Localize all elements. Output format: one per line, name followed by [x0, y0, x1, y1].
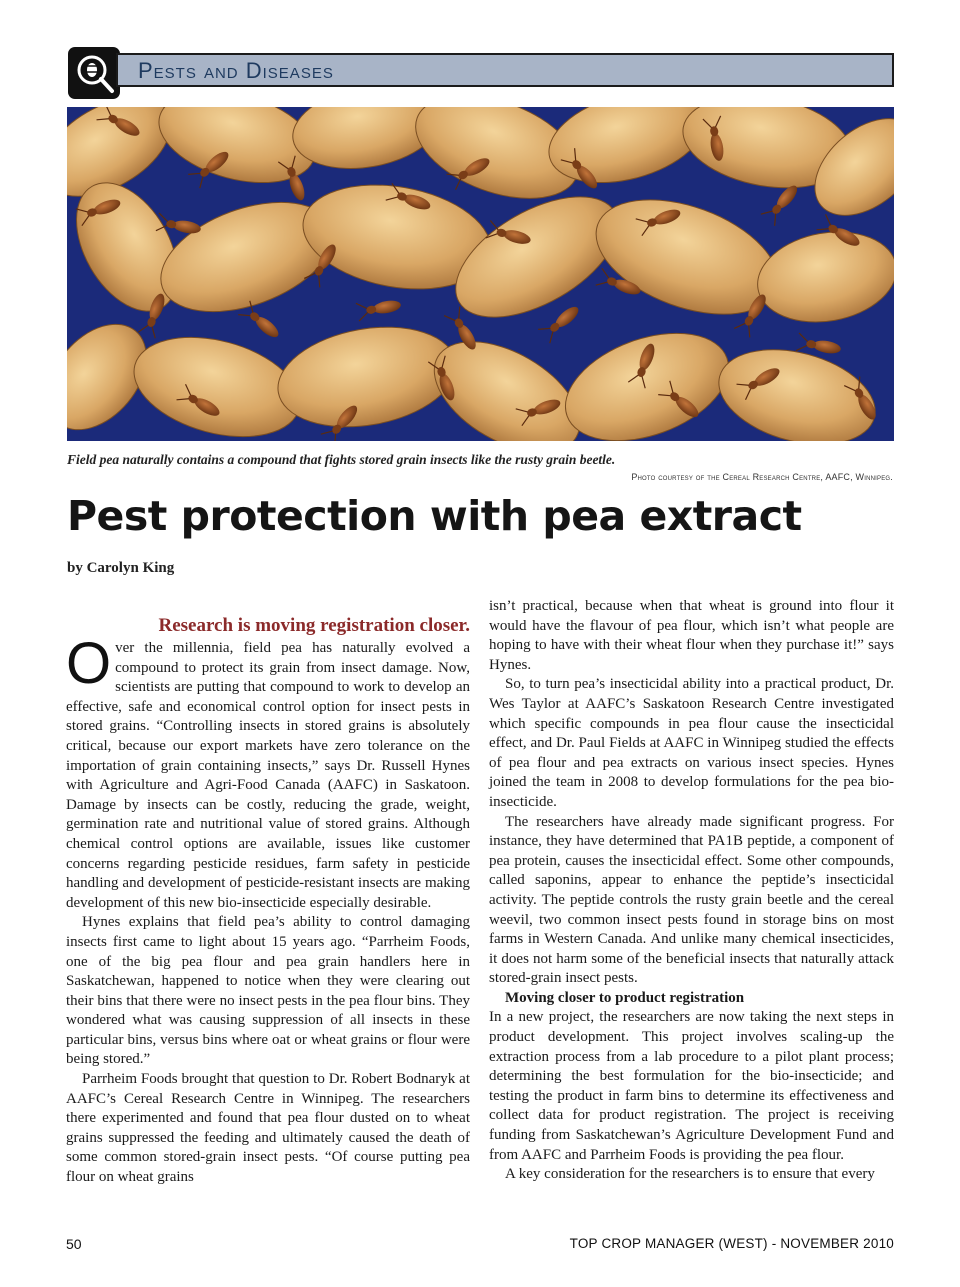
paragraph: In a new project, the researchers are now taking the next steps in product development. This project involves scaling-up the extraction process from a lab procedure to a pilot plant process; determining the best formulation for the bio-insecticide; and testing the product in farm bins to determine its effectiveness and collect data for product registration. The project is receiving funding from Saskatchewan’s Agriculture Development Fund and from AAFC and Parrheim Foods is providing the pea flour.: [489, 1009, 894, 1163]
paragraph-text: ver the millennia, field pea has naturally evolved a compound to protect its grain from insect damage. Now, scientists are putting that compound to work to develop an effective, safe and economical control option for insect pests in stored grains. “Controlling insects in stored grains is absolutely critical, because our export markets have zero tolerance on the importation of grain containing insects,” says Dr. Russell Hynes with Agriculture and Agri-Food Canada (AAFC) in Saskatoon. Damage by insects can be costly, reducing the grade, weight, germination rate and nutritional value of stored grains. Although chemical control options are available, issues like customer concerns regarding pesticide residues, farm safety in pesticide handling and development of pesticide-resistant insects are making development of this new bio-insecticide especially desirable.: [66, 640, 470, 911]
page-number: 50: [66, 1236, 82, 1252]
beetle-magnifier-icon: [68, 47, 120, 99]
article-deck: Research is moving registration closer.: [158, 615, 470, 636]
section-band: [116, 53, 894, 87]
article-photo: [67, 107, 894, 441]
grain-beetle-illustration: [67, 107, 894, 441]
byline: by Carolyn King: [67, 560, 175, 576]
paragraph: isn’t practical, because when that wheat is ground into flour it would have the flavour of pea flour, which isn’t what people are hoping to have with their wheat flour when they purchase it!” says Hynes.: [489, 598, 894, 673]
section-title: Pests and Diseases: [138, 58, 334, 83]
photo-credit: Photo courtesy of the Cereal Research Centre, AAFC, Winnipeg.: [631, 472, 893, 482]
section-header: [68, 47, 894, 97]
paragraph: Parrheim Foods brought that question to Dr. Robert Bodnaryk at AAFC’s Cereal Research Centre in Winnipeg. The researchers there experimented and found that pea flour dusted on to wheat grains suppressed the feeding and ultimately caused the death of some common stored-grain insect pests. “Of course putting pea flour on wheat grains: [66, 1071, 470, 1186]
paragraph: So, to turn pea’s insecticidal ability into a practical product, Dr. Wes Taylor at AAFC’s Saskatoon Research Centre investigated which specific compounds in pea flour cause the insecticidal effect, and Dr. Paul Fields at AAFC in Winnipeg studied the effects of pea flour and pea extracts on various insect species. Hynes joined the team in 2008 to develop formulations for the pea bio-insecticide.: [489, 676, 894, 810]
left-column: [66, 613, 470, 1188]
article-headline: Pest protection with pea extract: [67, 492, 802, 540]
magazine-footer: TOP CROP MANAGER (WEST) - NOVEMBER 2010: [569, 1236, 894, 1251]
paragraph: [66, 631, 470, 913]
right-column: [489, 597, 894, 1185]
subheading: Moving closer to product registration: [505, 989, 745, 1006]
paragraph: Hynes explains that field pea’s ability to control damaging insects first came to light about 15 years ago. “Parrheim Foods, one of the big pea flour and pea grain handlers here in Saskatchewan, happened to notice when they were clearing out their bins that there were no insect pests in the pea flour bins. They wondered what was causing suppression of all insects in these particular bins, versus bins where oat or wheat grains or flour were being stored.”: [66, 914, 470, 1068]
paragraph: A key consideration for the researchers is to ensure that every: [505, 1166, 875, 1183]
photo-caption: Field pea naturally contains a compound that fights stored grain insects like the rusty grain beetle.: [67, 452, 616, 467]
paragraph: The researchers have already made significant progress. For instance, they have determined that PA1B peptide, a component of pea protein, causes the insecticidal effect. Some other compounds, called saponins, appear to enhance the peptide’s insecticidal activity. The peptide controls the rusty grain beetle and the cereal weevil, two common insect pests found in storage bins on most farms in Western Canada. And unlike many chemical insecticides, it does not harm some of the beneficial insects that naturally attack stored-grain insect pests.: [489, 813, 894, 987]
drop-cap: O: [66, 631, 112, 696]
